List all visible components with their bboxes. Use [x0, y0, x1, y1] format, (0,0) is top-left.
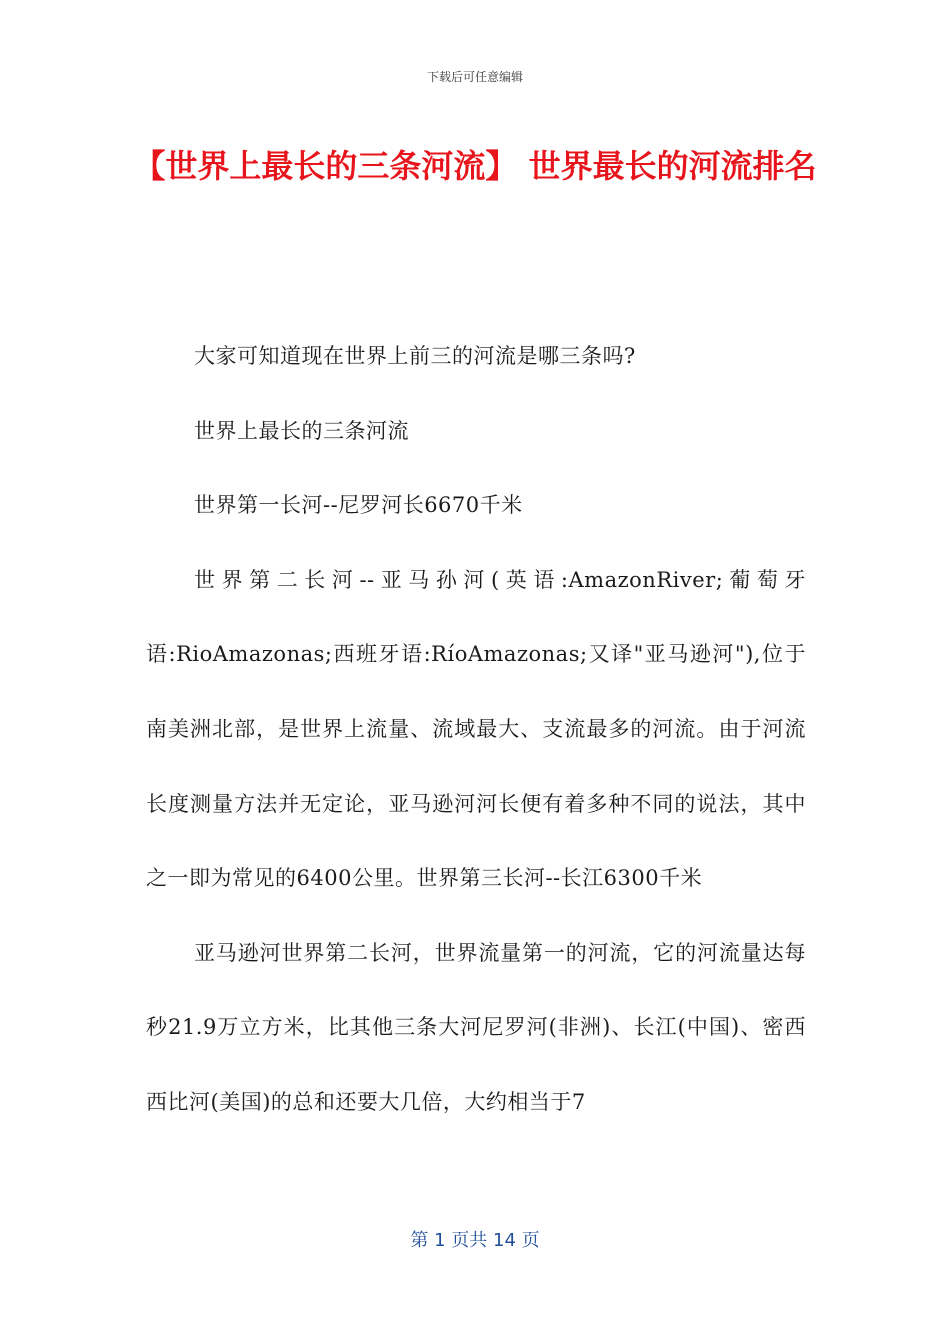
paragraph: 大家可知道现在世界上前三的河流是哪三条吗? [194, 344, 636, 368]
paragraph: 世界第二长河--亚马孙河(英语:AmazonRiver;葡萄牙语:RioAmazonas;西班牙语:RíoAmazonas;又译"亚马逊河"),位于南美洲北部，是世界上流量、流域最大、支流最多的河流。由于河流长度测量方法并无定论，亚马逊河河长便有着多种不同的说法，其中之一即为常见的6400公里。世界第三长河--长江6300千米 [146, 567, 806, 891]
paragraph: 世界上最长的三条河流 [194, 418, 409, 443]
page-number-label: 第 1 页共 14 页 [410, 1230, 540, 1251]
document-title: 【世界上最长的三条河流】 世界最长的河流排名 [133, 147, 817, 185]
paragraph: 世界第一长河--尼罗河长6670千米 [194, 493, 523, 518]
document-body [146, 319, 806, 1140]
header-note: 下载后可任意编辑 [426, 70, 523, 84]
paragraph: 亚马逊河世界第二长河，世界流量第一的河流，它的河流量达每秒21.9万立方米，比其他三条大河尼罗河(非洲)、长江(中国)、密西西比河(美国)的总和还要大几倍，大约相当于7 [146, 940, 806, 1114]
page-footer [0, 1226, 950, 1252]
